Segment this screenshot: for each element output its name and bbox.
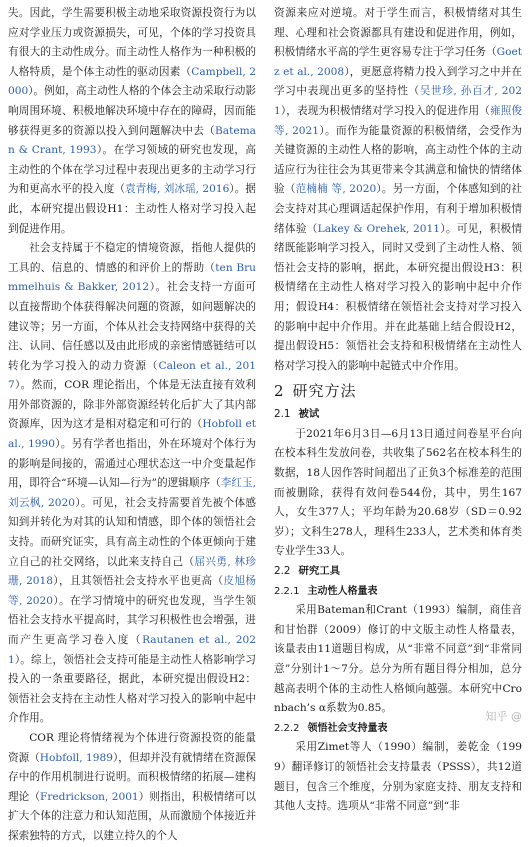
left-column [8, 4, 257, 842]
body-text: ），表现为积极情绪对学习投入的促进作用（ [280, 104, 490, 117]
right-column [274, 4, 523, 813]
body-text: ）则指出，积极情绪可以扩大个体的注意力和认知范围，从而激励个体接近并探索独特的方式，以建立持久的个人 [8, 790, 257, 842]
citation-link[interactable]: Fredrickson, 2001 [40, 790, 139, 803]
body-text: ）。另一方面，个体感知到的社会支持对其心理调适起保护作用，有利于增加积极情绪体验（ [274, 183, 523, 235]
subsection-number: 2.1 [274, 408, 291, 421]
subsubsection-title: 领悟社会支持量表 [307, 722, 388, 734]
body-text: ）。社会支持一方面可以直接帮助个体获得解决问题的资源，如问题解决的建议等；另一方面，个体从社会支持网络中获得的关注、认同、信任感以及由此形成的亲密情感链结可以转化为学习投入的动力资源（ [8, 281, 257, 372]
citation-link[interactable]: Rautanen et al., 2021 [8, 634, 256, 666]
section-title: 研究方法 [292, 382, 357, 401]
body-text: ）。另有学者也指出，外在环境对个体行为的影响是间接的，需通过心理状态这一中介变量起作用，即符合“环境—认知—行为”的逻辑顺序（ [8, 438, 256, 490]
body-text: ）。综上，领悟社会支持可能是主动性人格影响学习投入的一条重要路径，据此，本研究提出假设H2：领悟社会支持在主动性人格对学习投入的影响中起中介作用。 [8, 653, 256, 725]
subsection-heading-instruments [274, 562, 522, 582]
subsubsection-number: 2.2.1 [274, 585, 300, 597]
subsection-title: 被试 [298, 408, 320, 421]
subsection-title: 研究工具 [298, 565, 341, 578]
citation-link[interactable]: Goetz et al., 2008 [274, 46, 522, 78]
left-paragraph-1 [8, 4, 256, 239]
citation-link[interactable]: Hobfoll et al., 1990 [8, 418, 256, 451]
citation-link[interactable]: 李红玉, 刘云枫, 2020 [8, 477, 256, 509]
body-text: ）。可见，社会支持需要首先被个体感知到并转化为对其的认知和情感，即个体的领悟社会支持。而研究证实，具有高主动性的个体更倾向于建立自己的社交网络，以此来支持自己（ [8, 496, 256, 568]
body-text: 资源来应对逆境。对于学生而言，积极情绪对其生理、心理和社会资源都具有建设和促进作用，例如，积极情绪水平高的学生更容易专注于学习任务（ [274, 7, 522, 59]
body-text: ），且其领悟社会支持水平也更高（ [53, 575, 224, 588]
body-text: ）。而作为能量资源的积极情绪，会受作为关键资源的主动性人格的影响，高主动性个体的主动适应行为往往会为其更带来令其满意和愉快的情绪体验（ [274, 124, 522, 196]
citation-link[interactable]: ten Brummelhuis & Bakker, 2012 [8, 261, 257, 294]
citation-link[interactable]: 皮旭杨 等, 2020 [8, 575, 257, 607]
body-text: ）。例如，高主动性人格的个体会主动采取行动影响周围环境、积极地解决环境中存在的障碍，因而能够获得更多的资源以投入到问题解决中去（ [8, 85, 256, 137]
body-text: ）。在学习领域的研究也发现，高主动性的个体在学习过程中表现出更多的主动学习行为和更高水平的投入度（ [8, 144, 257, 196]
section-heading-methods [274, 380, 522, 401]
subsection-number: 2.2 [274, 565, 291, 578]
citation-link[interactable]: 袁青梅, 刘冰瑶, 2016 [125, 183, 230, 196]
citation-link[interactable]: Campbell, 2000 [8, 65, 257, 98]
subsection-heading-participants [274, 405, 522, 425]
body-text: 社会支持属于不稳定的情境资源，指他人提供的工具的、信息的、情感的和评价上的帮助（ [8, 242, 256, 274]
body-text: ）。然而，COR 理论指出，个体是无法直接有效利用外部资源的，除非外部资源经转化后扩大了其内部资源库，因为这才是相对稳定和可行的（ [8, 379, 256, 431]
social-support-paragraph: 采用Zimet等人（1990）编制，姜乾金（1999）翻译修订的领悟社会支持量表（PSSS），共12道题目，包含三个维度，分别为家庭支持、朋友支持和其他人支持。选项从“非常不同意”到“非 [274, 741, 522, 813]
citation-link[interactable]: Hobfoll, 1989 [39, 751, 113, 764]
citation-link[interactable]: 吴世珍, 孙百才, 2021 [274, 85, 522, 117]
right-paragraph-1 [274, 4, 522, 376]
section-number: 2 [274, 382, 285, 401]
body-text: COR 理论将情绪视为个体进行资源投资的能量资源（ [8, 731, 256, 764]
citation-link[interactable]: Lakey & Orehek, 2011 [317, 222, 441, 235]
body-text: ）。在学习情境中的研究也发现，当学生领悟社会支持水平提高时，其学习积极性也会增强，进而产生更高学习卷入度（ [8, 594, 256, 646]
subsubsection-heading-proactive-personality [274, 582, 522, 602]
left-paragraph-2 [8, 239, 256, 729]
body-text: ），更愿意将精力投入到学习之中并在学习中表现出更多的坚持性（ [274, 65, 522, 98]
subsubsection-title: 主动性人格量表 [307, 585, 378, 597]
body-text: ）。可见，积极情绪既能影响学习投入，同时又受到了主动性人格、领悟社会支持的影响，据此，本研究提出假设H3：积极情绪在主动性人格对学习投入的影响中起中介作用；假设H4：积极情绪在领悟社会支持对学习投入的影响中起中介作用。并在此基础上结合假设H2，提出假设H5：领悟社会支持和积极情绪在主动性人格对学习投入的影响中起链式中介作用。 [274, 222, 523, 372]
citation-link[interactable]: 雍照俊 等, 2021 [274, 104, 523, 137]
subsubsection-number: 2.2.2 [274, 722, 300, 734]
zhihu-watermark: 知乎 @ [485, 710, 522, 723]
citation-link[interactable]: 范楠楠 等, 2020 [295, 183, 377, 196]
participants-paragraph: 于2021年6月3日—6月13日通过问卷星平台向在校本科生发放问卷，共收集了562名在校本科生的数据，18人因作答时间超出了正负3个标准差的范围而被删除，获得有效问卷544份，其中，男生167人，女生377人；平均年龄为20.68岁（SD＝0.92岁）；文科生278人，理科生233人，艺术类和体育类专业学生33人。 [274, 427, 522, 558]
citation-link[interactable]: Caleon et al., 2017 [8, 359, 256, 392]
body-text: ）。据此，本研究提出假设H1：主动性人格对学习投入起到促进作用。 [8, 183, 257, 235]
left-paragraph-3 [8, 729, 256, 847]
body-text: ），但却并没有就情绪在资源保存中的作用机制进行说明。而积极情绪的拓展—建构理论（ [8, 751, 257, 803]
proactive-personality-paragraph: 采用Bateman和Crant（1993）编制，商佳音和甘怡群（2009）修订的中文版主动性人格量表，该量表由11道题目构成，从“非常不同意”到“非常同意”分别计1～7分。总分为所有题目得分相加，总分越高表明个体的主动性人格倾向越强。本研究中Cronbach’s α系数为0.85。 [274, 604, 522, 715]
citation-link[interactable]: 屈兴勇, 林珍珊, 2018 [8, 555, 256, 588]
body-text: 失。因此，学生需要积极主动地采取资源投资行为以应对学业压力或资源损失，可见，个体的学习投资具有很大的主动性成分。而主动性人格作为一种积极的人格特质，是个体主动性的驱动因素（ [8, 7, 256, 78]
citation-link[interactable]: Bateman & Crant, 1993 [8, 124, 256, 157]
